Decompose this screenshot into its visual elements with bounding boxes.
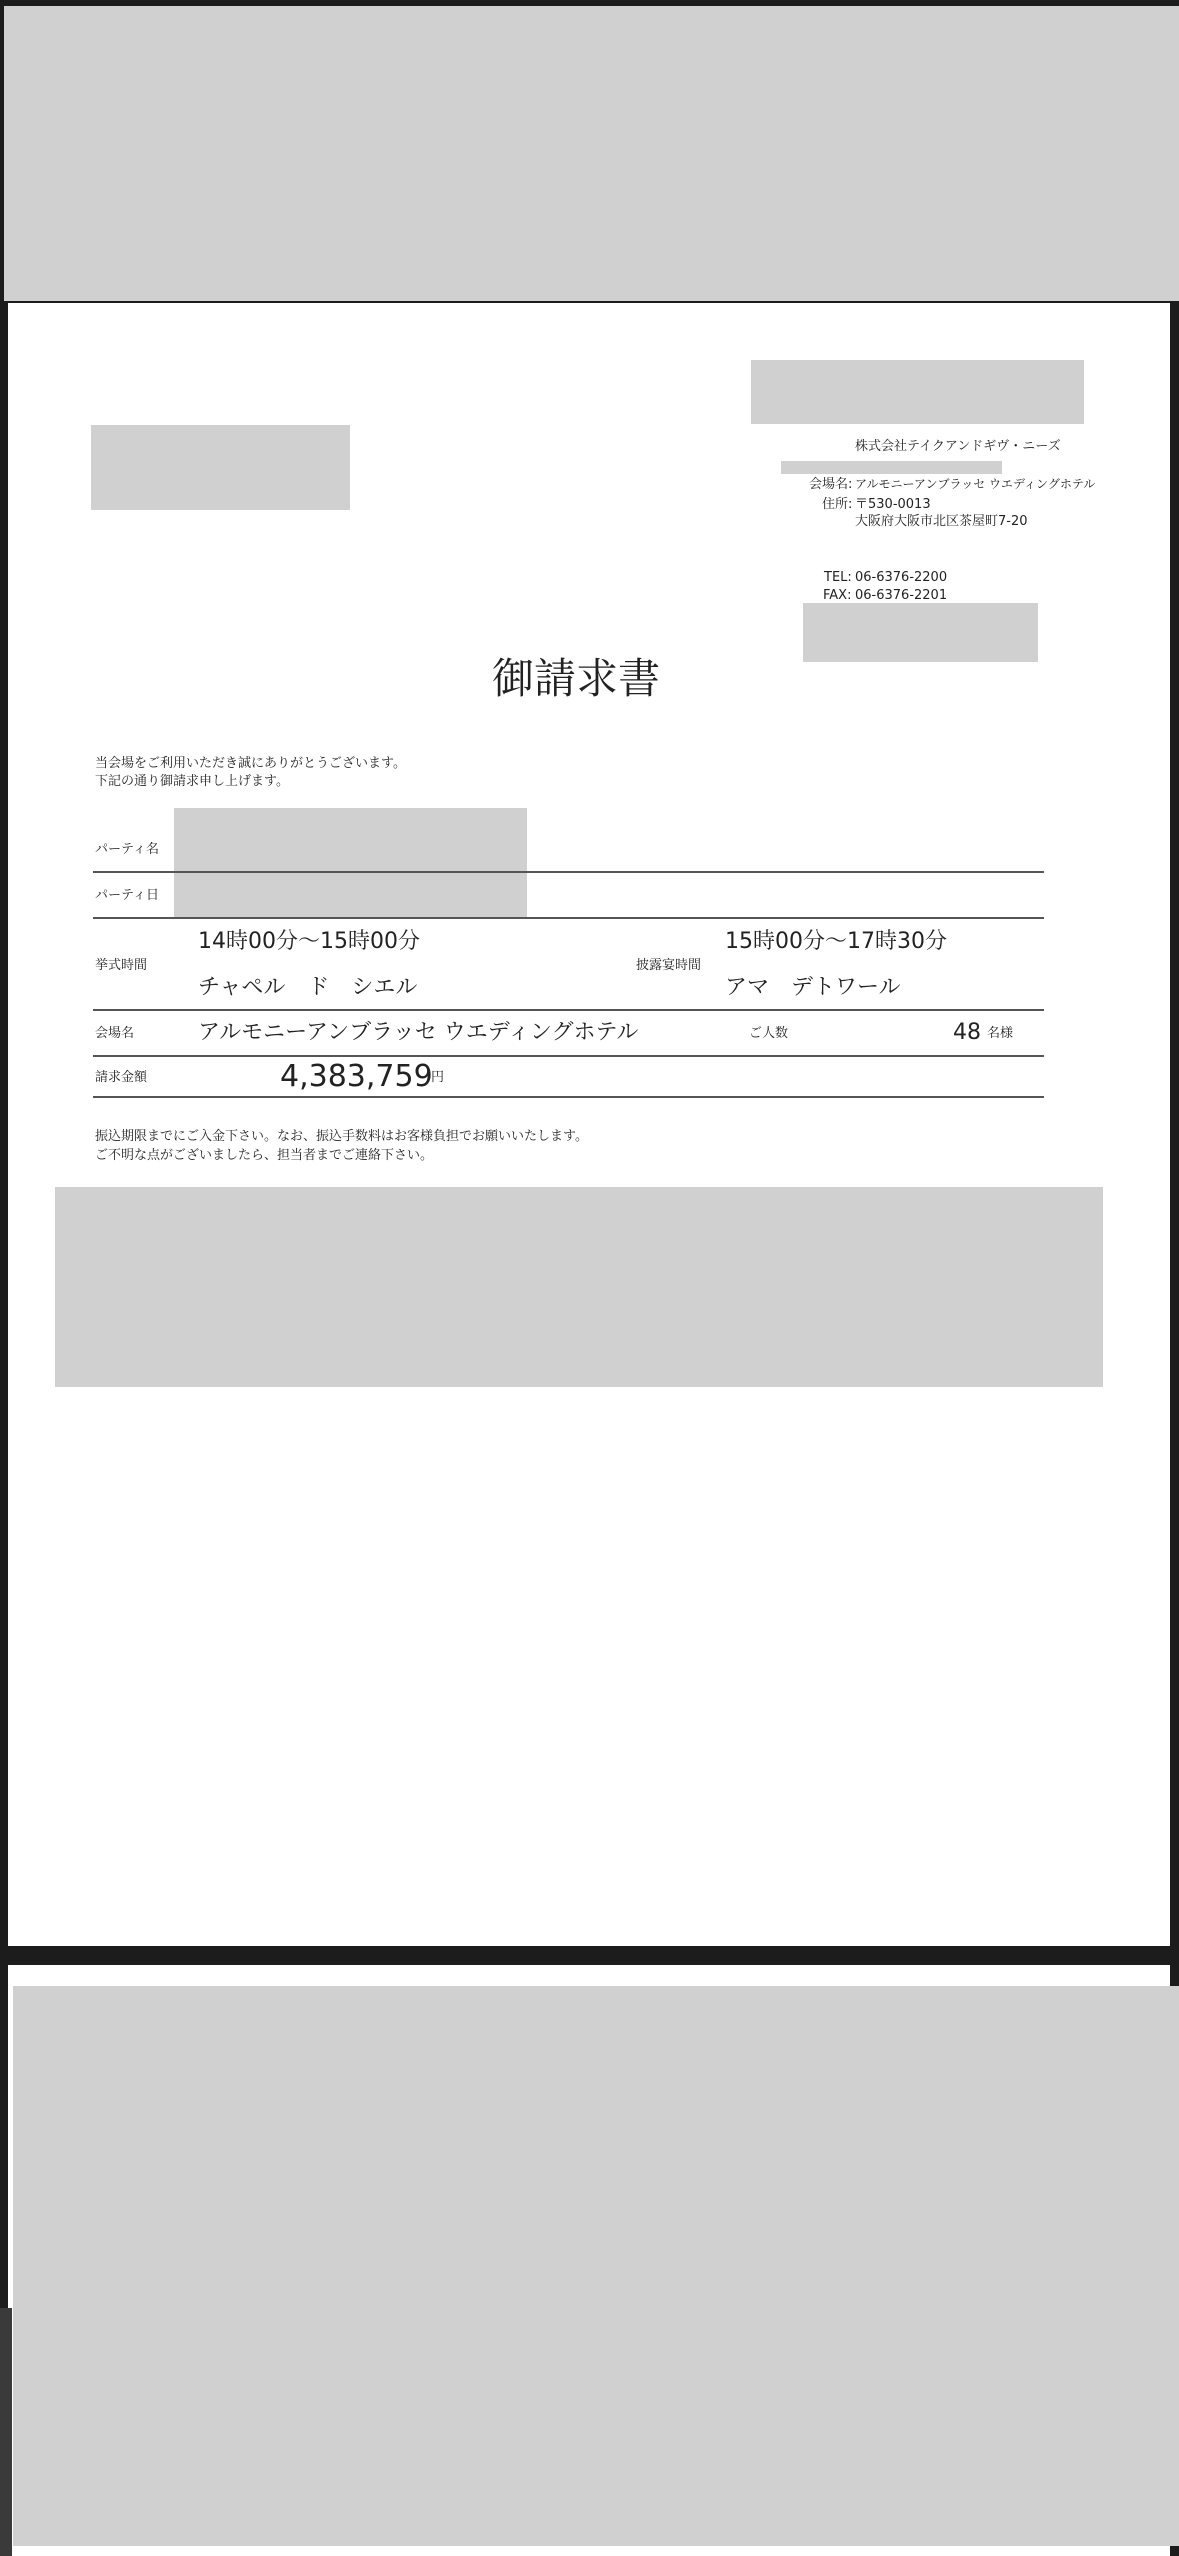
row-divider [93,1055,1044,1057]
ceremony-place: チャペル ド シエル [198,975,418,1000]
venue-label: 会場名: [809,477,853,492]
reception-time: 15時00分〜17時30分 [725,929,947,954]
guests-label: ご人数 [749,1026,789,1041]
reception-time-label: 披露宴時間 [636,958,702,973]
amount-unit: 円 [431,1070,445,1085]
row-divider [93,1009,1044,1011]
redacted-company-logo [751,360,1084,424]
reception-place: アマ デトワール [725,975,901,1000]
redacted-stamp [803,603,1038,662]
amount-label: 請求金額 [95,1070,148,1085]
ceremony-time-label: 挙式時間 [95,958,148,973]
tel-number: 06-6376-2200 [855,570,948,585]
party-name-label: パーティ名 [95,842,159,857]
row-divider [93,871,1044,873]
fax-number: 06-6376-2201 [855,588,948,603]
guests-unit: 名様 [987,1026,1014,1041]
note-line-2: ご不明な点がございましたら、担当者までご連絡下さい。 [95,1148,434,1163]
left-edge-shadow [0,2308,12,2556]
amount-value: 4,383,759 [280,1059,433,1094]
redacted-top-block [4,6,1179,301]
venue-value: アルモニーアンブラッセ ウエディングホテル [855,477,1096,491]
venue-row-value: アルモニーアンブラッセ ウエディングホテル [198,1020,639,1045]
fax-label: FAX: [823,588,852,603]
guests-count: 48 [953,1020,981,1045]
company-name: 株式会社テイクアンドギヴ・ニーズ [855,439,1061,454]
address: 大阪府大阪市北区茶屋町7-20 [855,514,1028,529]
invoice-page [8,303,1170,1946]
redacted-recipient [91,425,350,510]
row-divider [93,917,1044,919]
address-label: 住所: [822,497,853,512]
intro-line-2: 下記の通り御請求申し上げます。 [95,774,289,789]
party-date-label: パーティ日 [95,888,159,903]
redacted-staff-line [781,461,1002,474]
tel-label: TEL: [824,570,852,585]
redacted-second-page [13,1986,1179,2546]
intro-line-1: 当会場をご利用いただき誠にありがとうございます。 [95,756,406,771]
redacted-bank-info [55,1187,1103,1387]
page-title: 御請求書 [492,654,661,703]
postal-code: 〒530-0013 [855,497,931,512]
ceremony-time: 14時00分〜15時00分 [198,929,420,954]
note-line-1: 振込期限までにご入金下さい。なお、振込手数料はお客様負担でお願いいたします。 [95,1129,588,1144]
venue-row-label: 会場名 [95,1026,135,1041]
row-divider [93,1096,1044,1098]
redacted-party-info [174,808,527,918]
